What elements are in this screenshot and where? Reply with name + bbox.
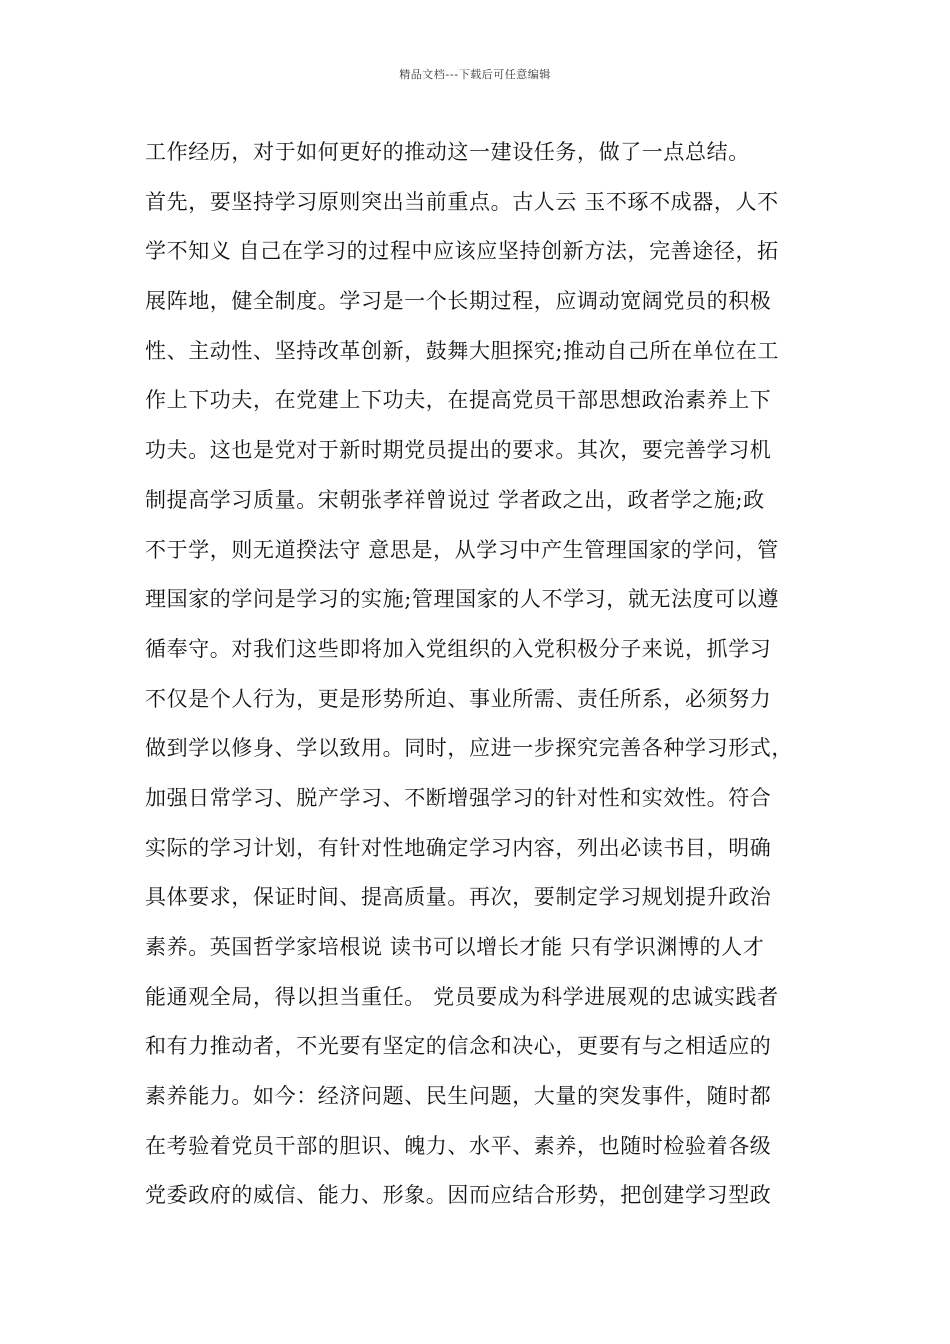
body-text — [145, 128, 825, 1221]
text-line: 首先，要坚持学习原则突出当前重点。古人云 玉不琢不成器，人不 — [145, 189, 779, 214]
text-line: 实际的学习计划，有针对性地确定学习内容，列出必读书目，明确 — [145, 835, 772, 860]
text-line: 做到学以修身、学以致用。同时，应进一步探究完善各种学习形式， — [145, 736, 793, 761]
text-line: 具体要求，保证时间、提高质量。再次，要制定学习规划提升政治 — [145, 885, 772, 910]
page-header: 精品文档---下载后可任意编辑 — [399, 68, 551, 81]
text-line: 不仅是个人行为，更是形势所迫、事业所需、责任所系，必须努力 — [145, 686, 772, 711]
text-line: 学不知义 自己在学习的过程中应该应坚持创新方法，完善途径，拓 — [145, 239, 779, 264]
text-line: 能通观全局，得以担当重任。 党员要成为科学进展观的忠诚实践者 — [145, 984, 779, 1009]
text-line: 加强日常学习、脱产学习、不断增强学习的针对性和实效性。符合 — [145, 785, 772, 810]
text-line: 作上下功夫，在党建上下功夫，在提高党员干部思想政治素养上下 — [145, 388, 772, 413]
text-line: 理国家的学问是学习的实施;管理国家的人不学习，就无法度可以遵 — [145, 587, 780, 612]
text-line: 在考验着党员干部的胆识、魄力、水平、素养，也随时检验着各级 — [145, 1133, 772, 1158]
text-line: 展阵地，健全制度。学习是一个长期过程，应调动宽阔党员的积极 — [145, 289, 772, 314]
text-line: 不于学，则无道揆法守 意思是，从学习中产生管理国家的学问，管 — [145, 537, 779, 562]
text-line: 党委政府的威信、能力、形象。因而应结合形势，把创建学习型政 — [145, 1183, 772, 1208]
text-line: 素养能力。如今：经济问题、民生问题，大量的突发事件，随时都 — [145, 1084, 772, 1109]
text-line: 性、主动性、坚持改革创新，鼓舞大胆探究;推动自己所在单位在工 — [145, 338, 780, 363]
text-line: 素养。英国哲学家培根说 读书可以增长才能 只有学识渊博的人才 — [145, 935, 765, 959]
text-line: 制提高学习质量。宋朝张孝祥曾说过 学者政之出，政者学之施;政 — [145, 487, 765, 512]
text-line: 和有力推动者，不光要有坚定的信念和决心，更要有与之相适应的 — [145, 1034, 772, 1059]
text-line: 功夫。这也是党对于新时期党员提出的要求。其次，要完善学习机 — [145, 438, 772, 463]
text-line: 循奉守。对我们这些即将加入党组织的入党积极分子来说，抓学习 — [145, 636, 772, 661]
text-line: 工作经历，对于如何更好的推动这一建设任务，做了一点总结。 — [145, 140, 750, 164]
